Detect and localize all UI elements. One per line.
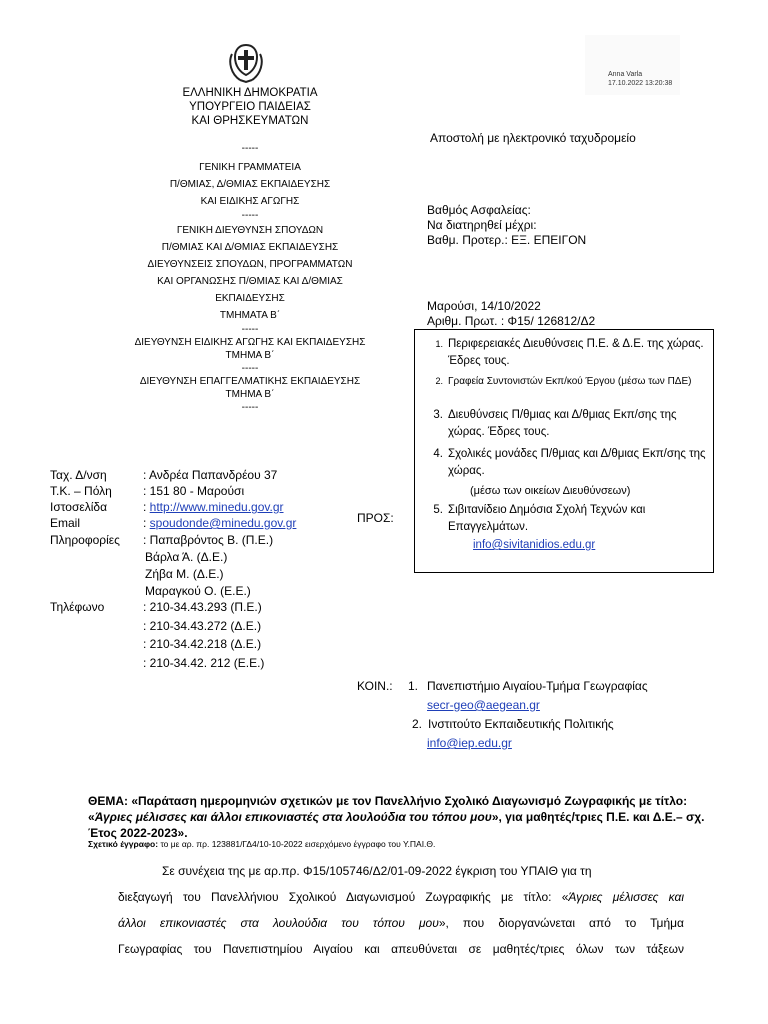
recipients-box: [414, 329, 714, 573]
colon: :: [143, 500, 150, 514]
directorate-line: ΤΜΗΜΑΤΑ Β΄: [219, 310, 281, 321]
directorate-line: -----: [241, 402, 259, 413]
recipient-number: 3.: [433, 409, 443, 421]
ministry-header: [130, 86, 370, 128]
contact-value: Μαραγκού Ο. (Ε.Ε.): [145, 584, 251, 598]
recipient-item: [435, 374, 710, 389]
subject-title: Άγριες μέλισσες και άλλοι επικονιαστές στα λουλούδια του τόπου μου: [94, 810, 492, 824]
directorate-line: -----: [241, 363, 259, 374]
digital-signature: [608, 70, 672, 88]
retention: Να διατηρηθεί μέχρι:: [427, 218, 537, 232]
directorates-block: [115, 159, 385, 414]
koin-number: 2.: [412, 717, 423, 731]
directorate-line: ΤΜΗΜΑ Β΄: [225, 389, 275, 400]
directorate-line: ΔΙΕΥΘΥΝΣΗ ΕΠΑΓΓΕΛΜΑΤΙΚΗΣ ΕΚΠΑΙΔΕΥΣΗΣ: [139, 376, 361, 387]
koin-email-link[interactable]: info@iep.edu.gr: [427, 736, 512, 750]
directorate-line: ΓΕΝΙΚΗ ΓΡΑΜΜΑΤΕΙΑ: [199, 162, 301, 173]
body-italic: Άγριες μέλισσες και: [568, 890, 685, 904]
header-line: ΕΛΛΗΝΙΚΗ ΔΗΜΟΚΡΑΤΙΑ: [182, 87, 318, 99]
body-line: [118, 884, 684, 910]
email-row: [143, 515, 296, 531]
recipient-note: (μέσω των οικείων Διευθύνσεων): [470, 485, 631, 497]
recipient-number: 1.: [435, 339, 443, 349]
directorate-line: ΚΑΙ ΕΙΔΙΚΗΣ ΑΓΩΓΗΣ: [200, 196, 300, 207]
related-text: το με αρ. πρ. 123881/ΓΔ4/10-10-2022 εισερχόμενο έγγραφο του Υ.ΠΑΙ.Θ.: [158, 839, 436, 849]
priority: Βαθμ. Προτερ.: ΕΞ. ΕΠΕΙΓΟΝ: [427, 233, 587, 247]
recipient-text: Σιβιτανίδειο Δημόσια Σχολή Τεχνών και Επαγγελμάτων.: [448, 504, 646, 533]
recipient-number: 4.: [433, 448, 443, 460]
koin-text: Πανεπιστήμιο Αιγαίου-Τμήμα Γεωγραφίας: [427, 679, 648, 693]
greek-emblem-icon: [226, 42, 266, 84]
contact-value: : 210-34.42. 212 (Ε.Ε.): [143, 656, 265, 670]
directorate-line: ΔΙΕΥΘΥΝΣΕΙΣ ΣΠΟΥΔΩΝ, ΠΡΟΓΡΑΜΜΑΤΩΝ: [147, 259, 353, 270]
security-level: Βαθμός Ασφαλείας:: [427, 203, 531, 217]
directorate-line: ΤΜΗΜΑ Β΄: [225, 350, 275, 361]
contact-value: : 151 80 - Μαρούσι: [143, 484, 245, 498]
protocol-date: Μαρούσι, 14/10/2022: [427, 299, 541, 313]
recipient-text: Διευθύνσεις Π/θμιας και Δ/θμιας Εκπ/σης της χώρας. Έδρες τους.: [448, 409, 677, 438]
body-line: Γεωγραφίας του Πανεπιστημίου Αιγαίου και απευθύνεται σε μαθητές/τριες όλων των τάξεων: [118, 942, 684, 956]
koin-email-link[interactable]: secr-geo@aegean.gr: [427, 698, 540, 712]
contact-value: : 210-34.43.293 (Π.Ε.): [143, 600, 262, 614]
related-label: Σχετικό έγγραφο:: [88, 839, 159, 849]
subject-text: ΘΕΜΑ: «Παράταση ημερομηνιών σχετικών με τον Πανελλήνιο Σχολικό Διαγωνισμό Ζωγραφικής με τίτλο: «: [88, 794, 688, 824]
directorate-line: ΔΙΕΥΘΥΝΣΗ ΕΙΔΙΚΗΣ ΑΓΩΓΗΣ ΚΑΙ ΕΚΠΑΙΔΕΥΣΗΣ: [134, 337, 366, 348]
recipient-item: [435, 336, 710, 370]
contact-value: : Ανδρέα Παπανδρέου 37: [143, 468, 278, 482]
contact-value: Βάρλα Ά. (Δ.Ε.): [145, 550, 228, 564]
security-block: [427, 203, 586, 248]
recipient-email-link[interactable]: info@sivitanidios.edu.gr: [473, 539, 596, 551]
signature-name: Anna Varla: [608, 71, 643, 78]
website-row: [143, 499, 284, 515]
contact-value: : Παπαβρόντος Β. (Π.Ε.): [143, 533, 274, 547]
body-line: Σε συνέχεια της με αρ.πρ. Φ15/105746/Δ2/01-09-2022 έγκριση του ΥΠΑΙΘ για τη: [162, 864, 592, 878]
protocol-number: Αριθμ. Πρωτ. : Φ15/ 126812/Δ2: [427, 314, 596, 328]
header-line: ΚΑΙ ΘΡΗΣΚΕΥΜΑΤΩΝ: [191, 115, 309, 127]
directorate-line: ΚΑΙ ΟΡΓΑΝΩΣΗΣ Π/ΘΜΙΑΣ ΚΑΙ Δ/ΘΜΙΑΣ: [157, 276, 343, 287]
directorate-line: Π/ΘΜΙΑΣ, Δ/ΘΜΙΑΣ ΕΚΠΑΙΔΕΥΣΗΣ: [169, 179, 331, 190]
koin-text: Ινστιτούτο Εκπαιδευτικής Πολιτικής: [428, 717, 614, 731]
email-send-note: Αποστολή με ηλεκτρονικό ταχυδρομείο: [430, 131, 636, 145]
body-text: διεξαγωγή του Πανελλήνιου Σχολικού Διαγωνισμού Ζωγραφικής με τίτλο: «: [118, 890, 569, 904]
koin-label: ΚΟΙΝ.:: [357, 679, 393, 693]
colon: :: [143, 516, 150, 530]
website-link[interactable]: http://www.minedu.gov.gr: [149, 500, 284, 514]
contact-label: Πληροφορίες: [50, 533, 120, 547]
contact-label: Email: [50, 516, 81, 530]
header-separator: -----: [241, 143, 259, 154]
contact-label: Τ.Κ. – Πόλη: [50, 484, 112, 498]
related-document: [88, 839, 435, 849]
recipient-item: [433, 407, 710, 441]
body-line: [118, 910, 684, 936]
pros-label: ΠΡΟΣ:: [357, 511, 394, 525]
recipient-text: Σχολικές μονάδες Π/θμιας και Δ/θμιας Εκπ/σης της χώρας.: [448, 448, 706, 477]
recipient-number: 5.: [433, 504, 443, 516]
recipient-item: [433, 446, 710, 480]
subject: [88, 793, 708, 841]
contact-value: : 210-34.42.218 (Δ.Ε.): [143, 637, 262, 651]
protocol-block: [427, 299, 595, 329]
email-link[interactable]: spoudonde@minedu.gov.gr: [149, 516, 297, 530]
directorate-line: -----: [241, 324, 259, 335]
contact-label: Τηλέφωνο: [50, 600, 105, 614]
recipient-text: Γραφεία Συντονιστών Εκπ/κού Έργου (μέσω των ΠΔΕ): [448, 376, 692, 387]
recipient-number: 2.: [435, 376, 443, 386]
directorate-line: -----: [241, 210, 259, 221]
directorate-line: ΕΚΠΑΙΔΕΥΣΗΣ: [215, 293, 285, 304]
contact-value: : 210-34.43.272 (Δ.Ε.): [143, 619, 262, 633]
subject-text: », για μαθητές/τριες Π.Ε. και Δ.Ε.– σχ. Έτος 2022-2023».: [88, 810, 705, 840]
signature-date: 17.10.2022 13:20:38: [608, 80, 673, 87]
contact-label: Ταχ. Δ/νση: [50, 468, 107, 482]
recipient-text: Περιφερειακές Διευθύνσεις Π.Ε. & Δ.Ε. της χώρας. Έδρες τους.: [448, 338, 704, 367]
koin-number: 1.: [408, 679, 419, 693]
recipient-item: [433, 502, 710, 536]
body-text: », που διοργανώνεται από το Τμήμα: [438, 916, 684, 930]
directorate-line: Π/ΘΜΙΑΣ ΚΑΙ Δ/ΘΜΙΑΣ ΕΚΠΑΙΔΕΥΣΗΣ: [161, 242, 339, 253]
directorate-line: ΓΕΝΙΚΗ ΔΙΕΥΘΥΝΣΗ ΣΠΟΥΔΩΝ: [176, 225, 324, 236]
body-italic: άλλοι επικονιαστές στα λουλούδια του τόπου μου: [118, 916, 439, 930]
header-line: ΥΠΟΥΡΓΕΙΟ ΠΑΙΔΕΙΑΣ: [189, 101, 311, 113]
contact-value: Ζήβα Μ. (Δ.Ε.): [145, 567, 224, 581]
contact-label: Ιστοσελίδα: [50, 500, 108, 514]
